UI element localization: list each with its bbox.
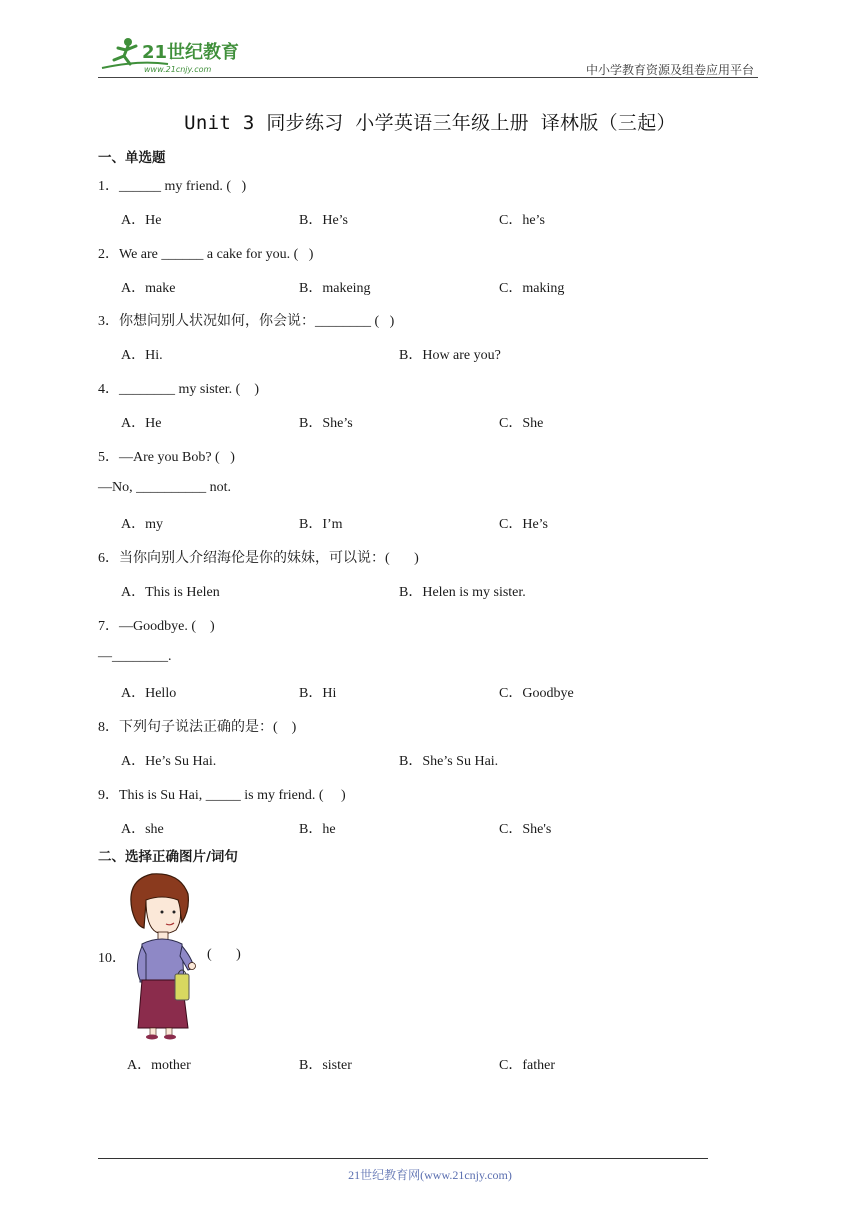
question-10-option-b[interactable]: B．sister	[299, 1058, 352, 1073]
question-9-option-c[interactable]: C．She's	[499, 822, 552, 837]
question-7-stem: 7．—Goodbye. ( )	[98, 619, 215, 634]
question-8-option-b[interactable]: B．She’s Su Hai.	[399, 754, 499, 769]
question-5-stem: 5．—Are you Bob? ( )	[98, 450, 235, 465]
woman-illustration	[122, 870, 198, 1040]
header-divider	[98, 77, 758, 78]
question-3-option-a[interactable]: A．Hi.	[121, 348, 163, 363]
question-9-stem: 9．This is Su Hai, _____ is my friend. ( )	[98, 788, 346, 803]
question-5-stem-reply: —No, __________ not.	[98, 480, 231, 495]
question-10-number: 10．	[98, 951, 126, 966]
question-6-stem: 6．当你向别人介绍海伦是你的妹妹，可以说：( )	[98, 551, 419, 566]
question-10-option-a[interactable]: A．mother	[127, 1058, 191, 1073]
page-header	[98, 30, 758, 78]
question-7-stem-reply: —________.	[98, 649, 172, 664]
logo-url: www.21cnjy.com	[144, 65, 212, 74]
logo-21cnjy	[98, 34, 268, 74]
question-8-stem: 8．下列句子说法正确的是：( )	[98, 720, 297, 735]
footer-link[interactable]: 21世纪教育网(www.21cnjy.com)	[348, 1168, 512, 1182]
question-7-option-a[interactable]: A．Hello	[121, 686, 177, 701]
section-heading-single-choice: 一、单选题	[98, 150, 166, 166]
question-4-option-b[interactable]: B．She’s	[299, 416, 353, 431]
question-2-stem: 2．We are ______ a cake for you. ( )	[98, 247, 314, 262]
question-6-option-b[interactable]: B．Helen is my sister.	[399, 585, 526, 600]
question-1-option-a[interactable]: A．He	[121, 213, 162, 228]
question-1-option-b[interactable]: B．He’s	[299, 213, 348, 228]
question-7-option-c[interactable]: C．Goodbye	[499, 686, 574, 701]
question-9-option-a[interactable]: A．she	[121, 822, 164, 837]
question-1-stem: 1．______ my friend. ( )	[98, 179, 247, 194]
question-7-option-b[interactable]: B．Hi	[299, 686, 337, 701]
question-5-option-a[interactable]: A．my	[121, 517, 163, 532]
header-platform-text: 中小学教育资源及组卷应用平台	[585, 63, 754, 77]
question-4-option-c[interactable]: C．She	[499, 416, 544, 431]
section-heading-choose-picture: 二、选择正确图片/词句	[98, 849, 238, 865]
logo-text: 21世纪教育	[142, 42, 240, 63]
question-3-option-b[interactable]: B．How are you?	[399, 348, 501, 363]
question-2-option-a[interactable]: A．make	[121, 281, 176, 296]
question-10-answer-bracket: ( )	[207, 947, 241, 962]
question-2-option-c[interactable]: C．making	[499, 281, 565, 296]
question-5-option-c[interactable]: C．He’s	[499, 517, 548, 532]
question-8-option-a[interactable]: A．He’s Su Hai.	[121, 754, 217, 769]
question-4-option-a[interactable]: A．He	[121, 416, 162, 431]
question-9-option-b[interactable]: B．he	[299, 822, 336, 837]
footer-divider	[98, 1158, 708, 1159]
question-5-option-b[interactable]: B．I’m	[299, 517, 343, 532]
page-title: Unit 3 同步练习 小学英语三年级上册 译林版（三起）	[184, 112, 676, 134]
question-2-option-b[interactable]: B．makeing	[299, 281, 371, 296]
question-6-option-a[interactable]: A．This is Helen	[121, 585, 220, 600]
question-3-stem: 3．你想问别人状况如何，你会说：________ ( )	[98, 314, 395, 329]
question-1-option-c[interactable]: C．he’s	[499, 213, 545, 228]
question-4-stem: 4．________ my sister. ( )	[98, 382, 259, 397]
question-10-option-c[interactable]: C．father	[499, 1058, 555, 1073]
